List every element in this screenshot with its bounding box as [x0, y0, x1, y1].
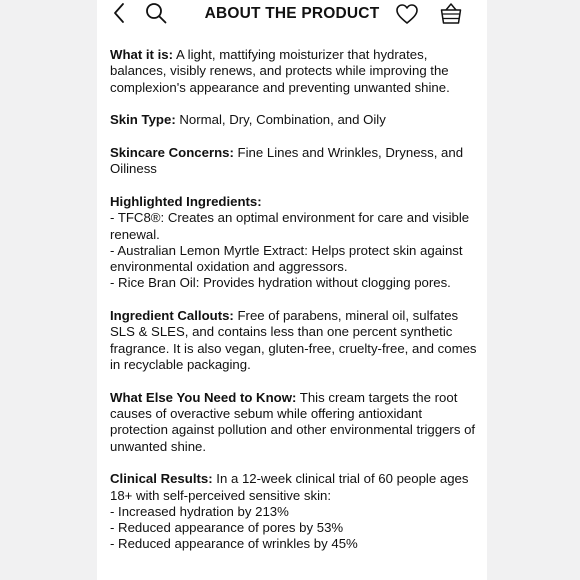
section-text: Normal, Dry, Combination, and Oily: [179, 112, 386, 128]
section-text: This cream targets the root causes of overactive sebum while offering antioxidant protection against pollution and other environmental triggers of unwanted shine.: [110, 389, 476, 454]
list-item: - Reduced appearance of wrinkles by 45%: [110, 536, 358, 552]
page-title: ABOUT THE PRODUCT: [204, 5, 380, 22]
section-clinical-results: [110, 471, 480, 552]
section-ingredient-callouts: [110, 308, 480, 373]
product-description: [110, 47, 480, 569]
section-label: Skincare Concerns:: [110, 144, 234, 160]
heart-icon[interactable]: [395, 2, 419, 26]
chevron-left-icon[interactable]: [109, 0, 129, 26]
section-label: Ingredient Callouts:: [110, 308, 234, 324]
section-label: Skin Type:: [110, 112, 176, 128]
basket-icon[interactable]: [439, 0, 463, 26]
product-details-screen: [97, 0, 487, 580]
list-item: - Australian Lemon Myrtle Extract: Helps protect skin against environmental oxidation and aggressors.: [110, 242, 463, 275]
section-skincare-concerns: [110, 145, 480, 178]
section-what-else: [110, 390, 480, 455]
top-navigation-bar: [97, 0, 487, 30]
section-highlighted-ingredients: [110, 194, 480, 292]
section-label: Highlighted Ingredients:: [110, 193, 262, 209]
section-skin-type: [110, 112, 480, 128]
section-text: Free of parabens, mineral oil, sulfates SLS & SLES, and contains less than one percent synthetic fragrance. It is also vegan, gluten-free, cruelty-free, and comes in recyclable packaging.: [110, 308, 477, 373]
section-text: In a 12-week clinical trial of 60 people ages 18+ with self-perceived sensitive skin:: [110, 471, 469, 503]
list-item: - TFC8®: Creates an optimal environment for care and visible renewal.: [110, 210, 470, 242]
section-label: What Else You Need to Know:: [110, 389, 297, 405]
list-item: - Reduced appearance of pores by 53%: [110, 520, 344, 536]
section-label: Clinical Results:: [110, 471, 213, 487]
section-text: Fine Lines and Wrinkles, Dryness, and Oiliness: [110, 144, 464, 177]
search-icon[interactable]: [143, 0, 169, 26]
section-text: A light, mattifying moisturizer that hydrates, balances, visibly renews, and protects while improving the complexion's appearance and preventing unwanted shine.: [110, 47, 450, 95]
list-item: - Increased hydration by 213%: [110, 503, 289, 519]
section-what-it-is: [110, 47, 480, 96]
section-label: What it is:: [110, 47, 174, 62]
list-item: - Rice Bran Oil: Provides hydration without clogging pores.: [110, 275, 451, 291]
